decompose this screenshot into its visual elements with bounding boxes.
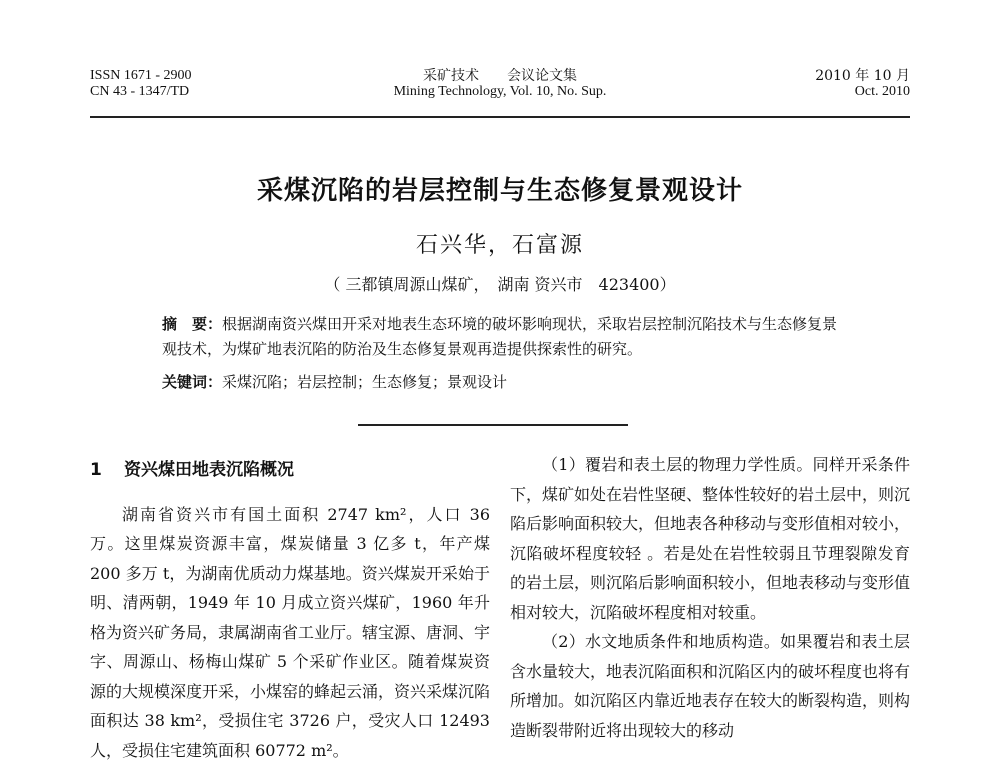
header-rule — [90, 116, 910, 118]
paper-authors: 石兴华，石富源 — [0, 228, 1000, 259]
right-column — [510, 450, 910, 745]
section-heading — [90, 456, 490, 486]
paper-affiliation: （ 三都镇周源山煤矿， 湖南 资兴市 423400） — [0, 272, 1000, 295]
header-right — [815, 68, 910, 100]
header-center — [90, 68, 910, 100]
journal-name-cn: 采矿技术 会议论文集 — [90, 68, 910, 84]
date-en: Oct. 2010 — [815, 84, 910, 100]
body-paragraph: （2）水文地质条件和地质构造。如果覆岩和表土层含水量较大，地表沉陷面积和沉陷区内的破坏程度也将有所增加。如沉陷区内靠近地表存在较大的断裂构造，则构造断裂带附近将出现较大的移动 — [510, 627, 910, 745]
abstract-text: 根据湖南资兴煤田开采对地表生态环境的破坏影响现状，采取岩层控制沉陷技术与生态修复景观技术，为煤矿地表沉陷的防治及生态修复景观再造提供探索性的研究。 — [162, 315, 837, 358]
paper-title: 采煤沉陷的岩层控制与生态修复景观设计 — [0, 170, 1000, 207]
abstract-label: 摘 要： — [162, 315, 222, 333]
issn-label: ISSN 1671 - 2900 — [90, 68, 192, 84]
keywords-label: 关键词： — [162, 373, 222, 391]
cn-label: CN 43 - 1347/TD — [90, 84, 192, 100]
keywords-text: 采煤沉陷；岩层控制；生态修复；景观设计 — [222, 373, 507, 391]
body-paragraph: （1）覆岩和表土层的物理力学性质。同样开采条件下，煤矿如处在岩性坚硬、整体性较好的岩土层中，则沉陷后影响面积较大，但地表各种移动与变形值相对较小，沉陷破坏程度较轻 。若是处在岩性较弱且节理裂隙发育的岩土层，则沉陷后影响面积较小，但地表移动与变形值相对较大，沉陷破坏程度相对较重。 — [510, 450, 910, 627]
left-column — [90, 450, 490, 765]
abstract-divider — [358, 424, 628, 426]
keywords — [162, 370, 842, 395]
body-paragraph: 湖南省资兴市有国土面积 2747 km²，人口 36 万。这里煤炭资源丰富，煤炭储量 3 亿多 t，年产煤 200 多万 t，为湖南优质动力煤基地。资兴煤炭开采始于明、清两朝，1949 年 10 月成立资兴煤矿，1960 年升格为资兴矿务局，隶属湖南省工业厅。辖宝源、唐洞、宇字、周源山、杨梅山煤矿 5 个采矿作业区。随着煤炭资源的大规模深度开采，小煤窑的蜂起云涌，资兴采煤沉陷面积达 38 km²，受损住宅 3726 户，受灾人口 12493 人，受损住宅建筑面积 60772 m²。 — [90, 500, 490, 765]
date-cn: 2010 年 10 月 — [815, 68, 910, 84]
journal-name-en: Mining Technology, Vol. 10, No. Sup. — [90, 84, 910, 100]
section-title: 资兴煤田地表沉陷概况 — [124, 460, 294, 480]
running-header — [90, 68, 910, 114]
abstract — [162, 312, 842, 362]
section-number: 1 — [90, 456, 124, 486]
